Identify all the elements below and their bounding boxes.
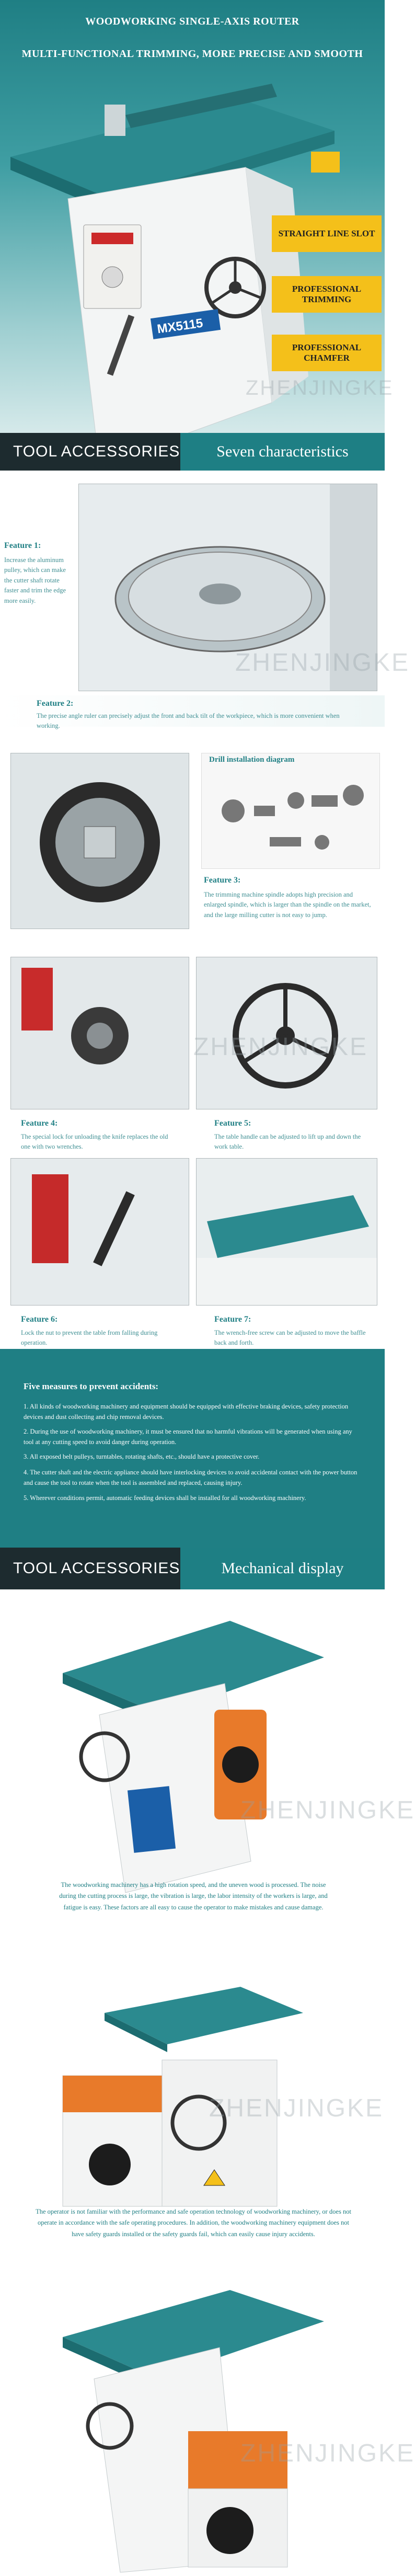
drill-diagram-title: Drill installation diagram [209,755,295,764]
feature4-lock-photo [10,957,189,1109]
feature7-baffle-photo [196,1158,377,1306]
feature2-title: Feature 2: [37,699,74,708]
tag-professional-trimming: PROFESSIONAL TRIMMING [272,276,382,313]
machine-model-label: MX5115 [156,316,204,337]
section-label-right: Seven characteristics [216,443,349,460]
feature3-title: Feature 3: [204,876,241,885]
measure-item-3: 3. All exposed belt pulleys, turntables, rotating shafts, etc., should have a protective cover. [24,1453,260,1460]
feature7-text: The wrench-free screw can be adjusted to move the baffle back and forth. [214,1329,366,1347]
watermark-display1: ZHENJINGKE [240,1796,415,1824]
section-header-characteristics [0,433,385,471]
feature1-text: Increase the aluminum pulley, which can make the cutter shaft rotate faster and trim the edge more easily. [4,556,66,604]
feature2-text: The precise angle ruler can precisely adjust the front and back tilt of the workpiece, which is more convenient when working. [37,712,340,730]
tag-professional-chamfer: PROFESSIONAL CHAMFER [272,335,382,371]
feature6-title: Feature 6: [21,1315,58,1324]
feature6-text: Lock the nut to prevent the table from falling during operation. [21,1329,158,1347]
section-label-left: TOOL ACCESSORIES [0,433,180,471]
machine-display-2 [42,1955,345,2217]
watermark-feature5: ZHENJINGKE [193,1033,368,1061]
section2-label-left: TOOL ACCESSORIES [0,1548,180,1589]
feature5-title: Feature 5: [214,1119,251,1128]
feature3-text: The trimming machine spindle adopts high precision and enlarged spindle, which is larger than the spindle on the market, and the large milling cutter is not easy to jump. [204,891,371,919]
watermark-feature1: ZHENJINGKE [235,649,410,677]
measure-item-1: 1. All kinds of woodworking machinery and equipment should be equipped with effective braking devices, safety protection devices and dust collecting and chip removal devices. [24,1403,349,1421]
section2-label-right: Mechanical display [221,1560,344,1577]
watermark-display2: ZHENJINGKE [209,2094,384,2122]
feature7-title: Feature 7: [214,1315,251,1324]
measure-item-5: 5. Wherever conditions permit, automatic feeding devices shall be installed for all woodworking machinery. [24,1494,306,1502]
feature1-title: Feature 1: [4,541,41,550]
feature4-text: The special lock for unloading the knife replaces the old one with two wrenches. [21,1133,168,1151]
drill-diagram [201,753,380,869]
machine-display-1 [31,1600,355,1893]
feature4-title: Feature 4: [21,1119,58,1128]
hero-banner [0,0,394,471]
section-header-mechanical [0,1548,385,1589]
feature3-spindle-photo [10,753,189,929]
router-machine-image [0,68,385,471]
hero-title: WOODWORKING SINGLE-AXIS ROUTER [85,16,299,27]
measure-item-2: 2. During the use of woodworking machinery, it must be ensured that no harmful vibrations will be generated when using any tool at any cutting speed to avoid danger during operation. [24,1428,352,1446]
watermark-display3: ZHENJINGKE [240,2440,415,2467]
display-caption-1: The woodworking machinery has a high rotation speed, and the uneven wood is processed. The noise during the cutting process is large, the vibration is large, the labor intensity of the workers is large, and fatigue is easy. These factors are all easy to cause the operator to make mistakes and cause damage. [59,1881,328,1911]
hero-subtitle: MULTI-FUNCTIONAL TRIMMING, MORE PRECISE AND SMOOTH [21,48,363,60]
tag-straight-line-slot: STRAIGHT LINE SLOT [272,215,382,252]
feature6-nut-photo [10,1158,189,1306]
machine-display-3 [42,2269,355,2572]
measures-title: Five measures to prevent accidents: [24,1381,159,1391]
watermark-text: ZHENJINGKE [246,376,394,399]
feature5-text: The table handle can be adjusted to lift up and down the work table. [214,1133,361,1151]
accident-prevention-panel [0,1349,385,1548]
measure-item-4: 4. The cutter shaft and the electric appliance should have interlocking devices to avoid accidental contact with the power button and cause the tool to rotate when the tool is assembled and replaced, causing injury. [24,1469,358,1486]
display-caption-2: The operator is not familiar with the performance and safe operation technology of woodworking machinery, or does not operate in accordance with the safe operating procedures. In addition, the woodworking machinery equipment does not have safety guards installed or the safety guards fail, which can easily cause injury accidents. [36,2208,351,2238]
